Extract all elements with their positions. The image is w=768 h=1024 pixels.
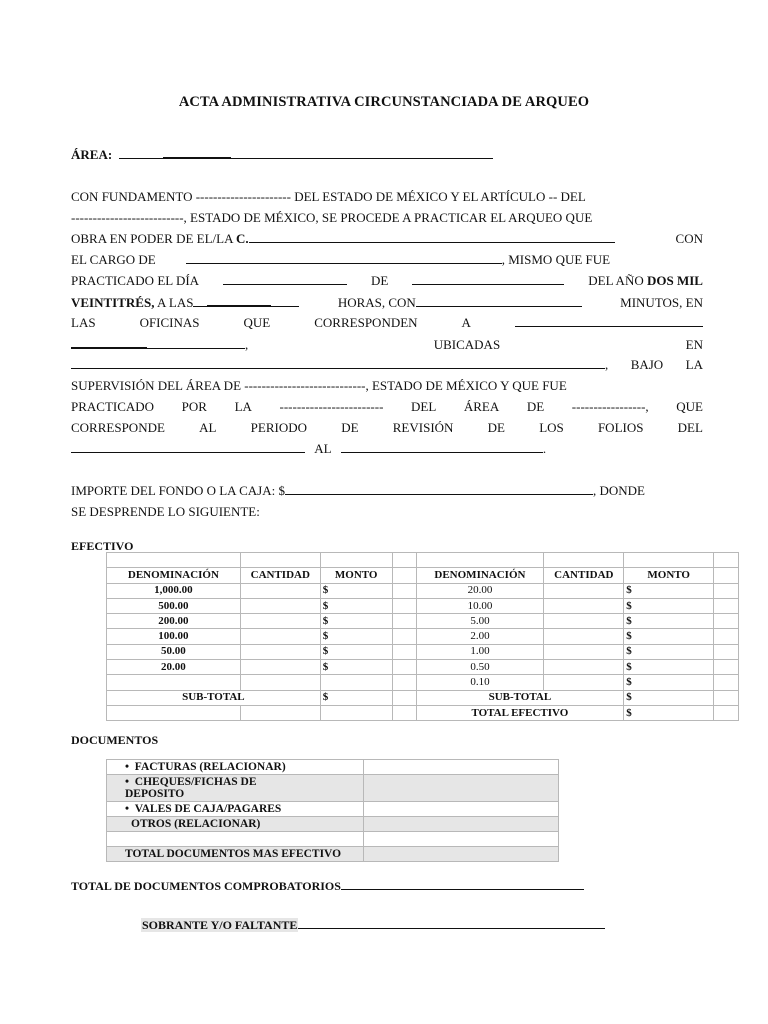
body-line-12 <box>71 420 703 438</box>
hour-blank-2[interactable] <box>207 294 271 307</box>
monto-cell-right: $ <box>624 583 714 598</box>
subtotal-sign: $ <box>320 690 392 705</box>
area-field <box>71 146 493 163</box>
w-los: LOS <box>539 420 564 435</box>
area-label: ÁREA: <box>71 147 113 162</box>
text-dollar: $ <box>278 483 285 498</box>
denominacion-cell-right: 0.50 <box>416 660 544 675</box>
w-que: QUE <box>676 399 703 414</box>
facturas-value[interactable] <box>363 760 558 775</box>
text-arqueo: --------------------------, ESTADO DE MÉXICO, SE PROCEDE A PRACTICAR EL ARQUEO QUE <box>71 210 593 225</box>
cantidad-cell[interactable] <box>240 598 320 613</box>
spacer-cell-right <box>714 583 739 598</box>
w-folios: FOLIOS <box>597 420 644 435</box>
otros-label: OTROS (RELACIONAR) <box>131 817 261 830</box>
table-row <box>107 644 739 659</box>
body-line-1 <box>71 189 703 207</box>
header-denominacion-2: DENOMINACIÓN <box>416 568 544 583</box>
w-area: ÁREA <box>463 399 500 414</box>
header-monto-2: MONTO <box>624 568 714 583</box>
w-periodo: PERIODO <box>250 420 308 435</box>
header-denominacion: DENOMINACIÓN <box>107 568 241 583</box>
total-documentos-value[interactable] <box>363 847 558 862</box>
w-la: LA <box>234 399 252 414</box>
page-title: ACTA ADMINISTRATIVA CIRCUNSTANCIADA DE ARQUEO <box>178 94 590 110</box>
importe-blank[interactable] <box>285 483 593 495</box>
monto-cell-right: $ <box>624 675 714 690</box>
body-line-11 <box>71 399 703 417</box>
denominacion-cell-right: 20.00 <box>416 583 544 598</box>
denominacion-cell: 500.00 <box>107 598 241 613</box>
day-blank[interactable] <box>223 273 347 285</box>
spacer-cell <box>392 660 416 675</box>
monto-cell-right: $ <box>624 614 714 629</box>
oficinas-blank[interactable] <box>515 315 703 327</box>
text-con: CON <box>675 231 703 246</box>
text-minutos-en: MINUTOS, EN <box>620 295 703 310</box>
header-monto: MONTO <box>320 568 392 583</box>
body-line-5 <box>71 273 703 291</box>
w-practicado: PRACTICADO <box>71 399 155 414</box>
text-del-ano: DEL AÑO <box>588 273 644 288</box>
w-de: DE <box>526 399 545 414</box>
table-row <box>107 832 559 847</box>
denominacion-cell-right: 5.00 <box>416 614 544 629</box>
monto-cell: $ <box>320 660 392 675</box>
table-row <box>107 817 559 832</box>
monto-cell-right: $ <box>624 644 714 659</box>
text-c: C. <box>236 231 249 246</box>
spacer-cell <box>392 644 416 659</box>
text-supervision: SUPERVISIÓN DEL ÁREA DE ----------------------------, ESTADO DE MÉXICO Y QUE FUE <box>71 378 567 393</box>
total-efectivo-label: TOTAL EFECTIVO <box>416 705 624 720</box>
text-en: EN <box>685 337 703 352</box>
text-cargo: EL CARGO DE <box>71 252 156 267</box>
monto-cell: $ <box>320 583 392 598</box>
text-practicado-dia: PRACTICADO EL DÍA <box>71 273 200 288</box>
total-efectivo-row <box>107 705 739 720</box>
sobrante-faltante <box>141 917 605 933</box>
body-line-4 <box>71 252 703 270</box>
hour-blank-1[interactable] <box>193 295 207 307</box>
cantidad-cell-right[interactable] <box>544 675 624 690</box>
body-line-2 <box>71 210 703 228</box>
denominacion-cell: 200.00 <box>107 614 241 629</box>
cantidad-cell-right[interactable] <box>544 598 624 613</box>
otros-value[interactable] <box>363 817 558 832</box>
table-row <box>107 598 739 613</box>
cantidad-cell[interactable] <box>240 644 320 659</box>
denominacion-cell-right: 2.00 <box>416 629 544 644</box>
spacer-cell <box>392 598 416 613</box>
text-la: LA <box>685 357 703 372</box>
cantidad-cell[interactable] <box>240 675 320 690</box>
w-del: DEL <box>411 399 437 414</box>
table-row: • VALES DE CAJA/PAGARES <box>107 802 559 817</box>
table-row <box>107 629 739 644</box>
denominacion-cell: 1,000.00 <box>107 583 241 598</box>
text-mismo: , MISMO QUE FUE <box>501 252 611 267</box>
text-comma: , <box>245 337 249 352</box>
folio-from-blank[interactable] <box>71 441 305 453</box>
sobrante-label: SOBRANTE Y/O FALTANTE <box>142 918 298 932</box>
header-cantidad: CANTIDAD <box>240 568 320 583</box>
body-line-7 <box>71 315 703 333</box>
vales-label: VALES DE CAJA/PAGARES <box>134 802 282 815</box>
facturas-label: FACTURAS (RELACIONAR) <box>134 760 286 773</box>
denominacion-cell: 50.00 <box>107 644 241 659</box>
documentos-table <box>106 759 559 862</box>
month-blank[interactable] <box>412 273 564 285</box>
cantidad-cell[interactable] <box>240 583 320 598</box>
w-dashes: ------------------------ <box>279 399 384 414</box>
cantidad-cell-right[interactable] <box>544 614 624 629</box>
monto-cell-right: $ <box>624 598 714 613</box>
table-row <box>107 553 739 568</box>
w-corresponde: CORRESPONDE <box>71 420 165 435</box>
body-line-8 <box>71 336 703 354</box>
text-las: LAS <box>71 315 96 330</box>
table-row: • CHEQUES/FICHAS DE DEPOSITO <box>107 775 559 802</box>
denominacion-cell: 20.00 <box>107 660 241 675</box>
text-donde: , DONDE <box>592 483 645 498</box>
efectivo-label: EFECTIVO <box>71 539 134 553</box>
cantidad-cell-right[interactable] <box>544 583 624 598</box>
total-comprobatorios <box>71 878 584 894</box>
body-line-13 <box>71 441 546 457</box>
cantidad-cell-right[interactable] <box>544 660 624 675</box>
header-cantidad-2: CANTIDAD <box>544 568 624 583</box>
folio-to-blank[interactable] <box>341 441 543 453</box>
text-period: . <box>542 441 547 456</box>
w-del-2: DEL <box>677 420 703 435</box>
total-comprobatorios-blank[interactable] <box>341 878 584 890</box>
cantidad-cell[interactable] <box>240 629 320 644</box>
importe-line <box>71 483 703 501</box>
monto-cell-right: $ <box>624 660 714 675</box>
w-de-3: DE <box>487 420 505 435</box>
spacer-cell <box>392 614 416 629</box>
text-fundamento: CON FUNDAMENTO ---------------------- DEL ESTADO DE MÉXICO Y EL ARTÍCULO -- DEL <box>71 189 586 204</box>
monto-cell <box>320 675 392 690</box>
denominacion-cell-right: 10.00 <box>416 598 544 613</box>
cantidad-cell[interactable] <box>240 660 320 675</box>
total-documentos-label: TOTAL DOCUMENTOS MAS EFECTIVO <box>125 847 342 860</box>
table-header-row <box>107 568 739 583</box>
body-line-3 <box>71 231 703 249</box>
spacer-cell-right <box>714 629 739 644</box>
text-horas-con: HORAS, CON <box>337 295 416 310</box>
total-efectivo-sign: $ <box>624 705 714 720</box>
efectivo-table <box>106 552 739 721</box>
spacer-cell-right <box>714 598 739 613</box>
oficinas-blank-2[interactable] <box>71 336 147 349</box>
cargo-blank[interactable] <box>186 252 502 264</box>
total-comprobatorios-label: TOTAL DE DOCUMENTOS COMPROBATORIOS <box>71 879 341 893</box>
monto-cell: $ <box>320 614 392 629</box>
ubicacion-blank[interactable] <box>71 357 605 369</box>
w-al: AL <box>199 420 217 435</box>
text-ubicadas: UBICADAS <box>433 337 501 352</box>
importe-line-2: SE DESPRENDE LO SIGUIENTE: <box>71 504 260 519</box>
table-row <box>107 660 739 675</box>
body-line-10 <box>71 378 703 396</box>
subtotal-row <box>107 690 739 705</box>
spacer-cell-right <box>714 675 739 690</box>
cheques-value[interactable] <box>363 775 558 802</box>
deposito-label: DEPOSITO <box>125 788 185 800</box>
text-obra: OBRA EN PODER DE EL/LA <box>71 231 233 246</box>
text-a: A <box>461 315 471 330</box>
spacer-cell-right <box>714 660 739 675</box>
w-revision: REVISIÓN <box>392 420 454 435</box>
text-al: AL <box>314 441 332 456</box>
area-blank-1[interactable] <box>119 147 163 159</box>
monto-cell-right: $ <box>624 629 714 644</box>
oficinas-blank-3[interactable] <box>147 337 245 349</box>
text-dos-mil: DOS MIL <box>646 273 703 288</box>
table-row: • FACTURAS (RELACIONAR) <box>107 760 559 775</box>
denominacion-cell-right: 0.10 <box>416 675 544 690</box>
w-dashes-2: -----------------, <box>571 399 649 414</box>
monto-cell: $ <box>320 629 392 644</box>
table-row <box>107 675 739 690</box>
text-de: DE <box>370 273 389 288</box>
documentos-label: DOCUMENTOS <box>71 733 159 747</box>
minutes-blank[interactable] <box>416 295 582 307</box>
cantidad-cell-right[interactable] <box>544 644 624 659</box>
text-corresponden: CORRESPONDEN <box>314 315 418 330</box>
subtotal-label: SUB-TOTAL <box>107 690 321 705</box>
cantidad-cell-right[interactable] <box>544 629 624 644</box>
body-line-6 <box>71 294 703 312</box>
hour-blank-3[interactable] <box>271 295 299 307</box>
w-por: POR <box>181 399 207 414</box>
text-bajo: BAJO <box>630 357 664 372</box>
spacer-cell <box>392 675 416 690</box>
area-blank-2[interactable] <box>163 146 231 159</box>
text-veintitres: VEINTITRÉS, <box>71 295 155 310</box>
denominacion-cell: 100.00 <box>107 629 241 644</box>
text-oficinas: OFICINAS <box>139 315 200 330</box>
subtotal-label-right: SUB-TOTAL <box>416 690 624 705</box>
text-que: QUE <box>243 315 271 330</box>
text-a-las: A LAS <box>157 295 194 310</box>
total-documentos-row <box>107 847 559 862</box>
spacer-cell-right <box>714 614 739 629</box>
spacer-cell <box>392 583 416 598</box>
cantidad-cell[interactable] <box>240 614 320 629</box>
denominacion-cell-right: 1.00 <box>416 644 544 659</box>
sobrante-blank[interactable] <box>298 917 605 929</box>
name-blank[interactable] <box>249 231 615 243</box>
spacer-cell <box>392 629 416 644</box>
table-row <box>107 583 739 598</box>
spacer-cell-right <box>714 644 739 659</box>
text-comma-2: , <box>605 357 609 372</box>
w-de-2: DE <box>341 420 359 435</box>
area-blank-3[interactable] <box>231 147 493 159</box>
body-line-9 <box>71 357 703 375</box>
subtotal-sign-right: $ <box>624 690 714 705</box>
vales-value[interactable] <box>363 802 558 817</box>
cheques-label: CHEQUES/FICHAS DE <box>134 776 257 788</box>
monto-cell: $ <box>320 644 392 659</box>
text-importe: IMPORTE DEL FONDO O LA CAJA: <box>71 483 276 498</box>
table-row <box>107 614 739 629</box>
monto-cell: $ <box>320 598 392 613</box>
denominacion-cell <box>107 675 241 690</box>
